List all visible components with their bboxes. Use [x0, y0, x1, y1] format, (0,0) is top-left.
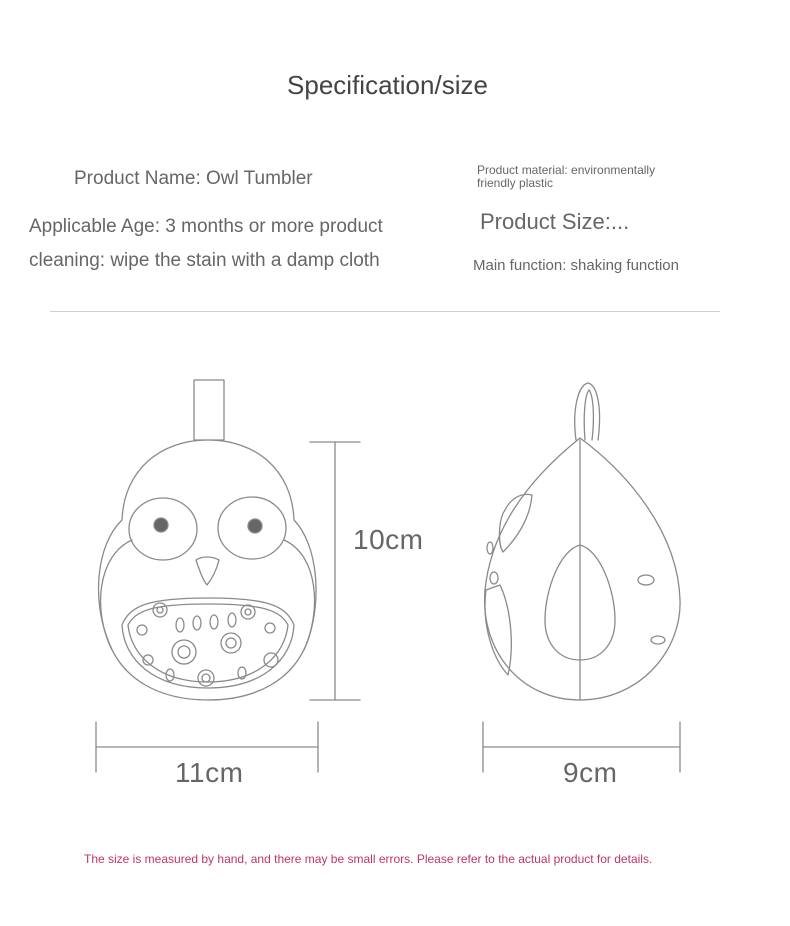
product-name: Product Name: Owl Tumbler [74, 168, 313, 189]
product-material: Product material: environmentally friendly plastic [477, 163, 656, 190]
applicable-age-line1: Applicable Age: 3 months or more product [29, 216, 383, 237]
product-size: Product Size:... [480, 209, 630, 234]
side-width-dimension-label: 9cm [563, 757, 618, 788]
height-dimension-label: 10cm [353, 524, 424, 555]
measurement-note: The size is measured by hand, and there may be small errors. Please refer to the actual product for details. [84, 852, 653, 866]
page-title: Specification/size [287, 70, 488, 100]
owl-front-outline-icon [96, 380, 360, 772]
main-function: Main function: shaking function [473, 257, 679, 274]
owl-side-outline-icon [483, 383, 680, 772]
applicable-age-line2: cleaning: wipe the stain with a damp cloth [29, 250, 380, 271]
front-width-dimension-label: 11cm [175, 757, 244, 788]
